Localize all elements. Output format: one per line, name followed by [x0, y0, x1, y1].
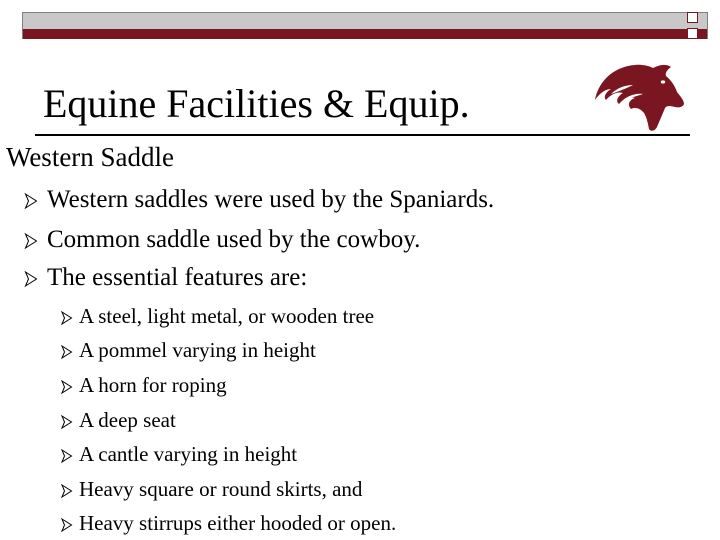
arrow-bullet-icon	[60, 472, 74, 506]
arrow-bullet-icon	[60, 333, 74, 367]
arrow-bullet-icon	[60, 437, 74, 471]
bullet-text: Western saddles were used by the Spaniards.	[47, 186, 495, 213]
sub-bullet-text: A horn for roping	[79, 373, 227, 397]
arrow-bullet-icon	[60, 403, 74, 437]
arrow-bullet-icon	[60, 506, 74, 540]
title-underline	[35, 134, 690, 136]
arrow-bullet-icon	[24, 183, 38, 217]
corner-square-decoration	[687, 12, 698, 23]
top-accent-stripe	[23, 29, 707, 39]
section-heading: Western Saddle	[6, 142, 175, 172]
bullet-text: The essential features are:	[47, 264, 308, 291]
corner-square-decoration	[687, 28, 698, 39]
sub-bullet-text: A deep seat	[79, 408, 176, 432]
arrow-bullet-icon	[24, 223, 38, 257]
arrow-bullet-icon	[24, 261, 38, 295]
top-decorative-bar	[22, 12, 708, 39]
sub-bullet-text: A pommel varying in height	[79, 338, 316, 362]
sub-bullet-text: Heavy stirrups either hooded or open.	[79, 511, 397, 535]
bullet-text: Common saddle used by the cowboy.	[47, 226, 421, 253]
arrow-bullet-icon	[60, 299, 74, 333]
slide-title: Equine Facilities & Equip.	[43, 81, 470, 126]
sub-bullet-text: A cantle varying in height	[79, 442, 298, 466]
arrow-bullet-icon	[60, 368, 74, 402]
sub-bullet-text: A steel, light metal, or wooden tree	[79, 304, 375, 328]
sub-bullet-text: Heavy square or round skirts, and	[79, 477, 363, 501]
horse-head-logo-icon	[587, 58, 687, 133]
